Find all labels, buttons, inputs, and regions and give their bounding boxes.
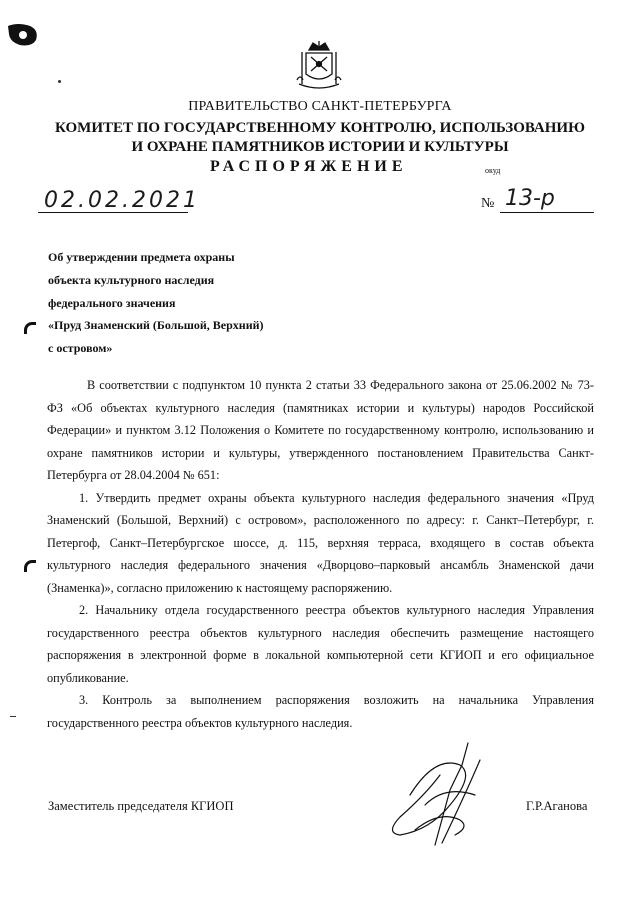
subject-line-3: федерального значения [48,296,176,310]
subject-line-5: с островом» [48,341,113,355]
scan-speck [58,80,61,83]
government-name: ПРАВИТЕЛЬСТВО САНКТ-ПЕТЕРБУРГА [188,99,452,114]
signatory-role: Заместитель председателя КГИОП [48,799,234,813]
committee-name [0,119,640,157]
okud-label: окуд [485,166,501,175]
committee-name-line1: КОМИТЕТ ПО ГОСУДАРСТВЕННОМУ КОНТРОЛЮ, ИСПОЛЬЗОВАНИЮ [55,120,585,136]
order-number: 13-р [505,186,555,211]
margin-mark [24,560,36,572]
order-body [47,374,594,734]
corner-blot-mark [6,20,40,48]
order-item-1: 1. Утвердить предмет охраны объекта культурного наследия федерального значения «Пруд Знаменский (Большой, Верхний) с островом», расположенного по адресу: г. Санкт–Петербург, г. Петергоф, Санкт–Петербургское шоссе, д. 115, верхняя терраса, входящего в состав объекта культурного наследия федерального значения «Дворцово–парковый ансамбль Знаменской дачи (Знаменка)», согласно приложению к настоящему распоряжению. [47,490,594,595]
margin-mark [24,322,36,334]
document-type: РАСПОРЯЖЕНИЕ [210,158,408,175]
order-item-3: 3. Контроль за выполнением распоряжения возложить на начальника Управления государственного реестра объектов культурного наследия. [47,693,594,730]
order-item-2: 2. Начальнику отдела государственного реестра объектов культурного наследия Управления государственного реестра объектов культурного наследия обеспечить размещение настоящего распоряжения в электронной форме в локальной компьютерной сети КГИОП и его официальное опубликование. [47,603,594,685]
number-underline [500,212,594,213]
margin-dash [10,716,16,717]
st-petersburg-coat-of-arms-icon [294,40,344,92]
date-underline [38,212,188,213]
subject-line-2: объекта культурного наследия [48,273,215,287]
preamble-paragraph: В соответствии с подпунктом 10 пункта 2 статьи 33 Федерального закона от 25.06.2002 № 73-ФЗ «Об объектах культурного наследия (памятниках истории и культуры) народов Российской Федерации» и пунктом 3.12 Положения о Комитете по государственному контролю, использованию и охране памятников истории и культуры, утвержденного постановлением Правительства Санкт-Петербурга от 28.04.2004 № 651: [47,378,594,482]
order-date: 02.02.2021 [44,188,200,213]
subject-line-4: «Пруд Знаменский (Большой, Верхний) [48,318,264,332]
number-sign: № [481,196,495,211]
subject-line-1: Об утверждении предмета охраны [48,250,235,264]
committee-name-line2: И ОХРАНЕ ПАМЯТНИКОВ ИСТОРИИ И КУЛЬТУРЫ [131,139,509,155]
signatory-name: Г.Р.Аганова [526,799,588,813]
handwritten-signature-icon [380,735,500,855]
